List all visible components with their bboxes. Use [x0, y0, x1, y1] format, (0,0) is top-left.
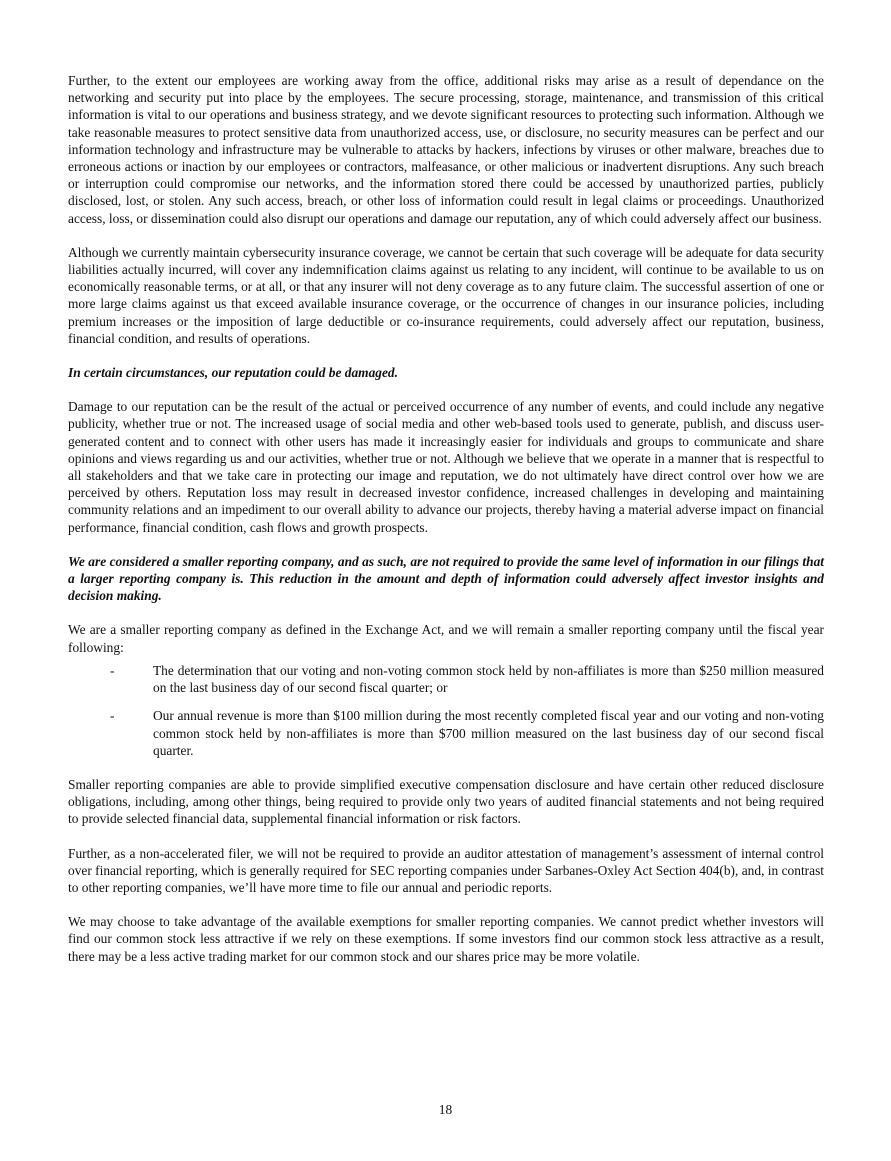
- heading-smaller-reporting-company: We are considered a smaller reporting company, and as such, are not required to provide the same level of information in our filings that a larger reporting company is. This reduction in the amount and depth of information could adversely affect investor insights and decision making.: [68, 553, 824, 604]
- bullet-text-stock-threshold: The determination that our voting and non-voting common stock held by non-affiliates is more than $250 million measured on the last business day of our second fiscal quarter; or: [153, 662, 824, 696]
- paragraph-reputation-damage: Damage to our reputation can be the result of the actual or perceived occurrence of any number of events, and could include any negative publicity, whether true or not. The increased usage of social media and other web-based tools used to generate, publish, and discuss user-generated content and to connect with other users has made it increasingly easier for individuals and groups to communicate and share opinions and views regarding us and our activities, whether true or not. Although we believe that we operate in a manner that is respectful to all stakeholders and that we take care in protecting our image and reputation, we do not ultimately have direct control over how we are perceived by others. Reputation loss may result in decreased investor confidence, increased challenges in developing and maintaining community relations and an impediment to our overall ability to advance our projects, thereby having a material adverse impact on financial performance, financial condition, cash flows and growth prospects.: [68, 399, 824, 535]
- bullet-text-revenue-threshold: Our annual revenue is more than $100 million during the most recently completed fiscal year and our voting and non-voting common stock held by non-affiliates is more than $700 million measured on the last business day of our second fiscal quarter.: [153, 708, 824, 758]
- bullet-marker: -: [110, 662, 115, 678]
- paragraph-non-accelerated-filer: Further, as a non-accelerated filer, we will not be required to provide an auditor attestation of management’s assessment of internal control over financial reporting, which is generally required for SEC reporting companies under Sarbanes-Oxley Act Section 404(b), and, in contrast to other reporting companies, we’ll have more time to file our annual and periodic reports.: [68, 845, 824, 895]
- paragraph-data-security-risks: Further, to the extent our employees are working away from the office, additional risks may arise as a result of dependance on the networking and security put into place by the employees. The secure processing, storage, maintenance, and transmission of this critical information is vital to our operations and business strategy, and we devote significant resources to protecting such information. Although we take reasonable measures to protect sensitive data from unauthorized access, use, or disclosure, no security measures can be perfect and our information technology and infrastructure may be vulnerable to attacks by hackers, infections by viruses or other malware, breaches due to erroneous actions or inaction by our employees or contractors, malfeasance, or other malicious or inadvertent disruptions. Any such breach or interruption could compromise our networks, and the information stored there could be accessed by unauthorized parties, publicly disclosed, lost, or stolen. Any such access, breach, or other loss of information could result in legal claims or proceedings. Unauthorized access, loss, or dissemination could also disrupt our operations and damage our reputation, any of which could adversely affect our business.: [68, 73, 824, 226]
- bullet-list-thresholds: [68, 662, 824, 759]
- heading-reputation-risk: In certain circumstances, our reputation could be damaged.: [68, 365, 398, 381]
- paragraph-reduced-disclosure: Smaller reporting companies are able to provide simplified executive compensation disclosure and have certain other reduced disclosure obligations, including, among other things, being required to provide only two years of audited financial statements and not being required to provide selected financial data, supplemental financial information or risk factors.: [68, 776, 824, 827]
- paragraph-cybersecurity-insurance: Although we currently maintain cybersecurity insurance coverage, we cannot be certain that such coverage will be adequate for data security liabilities actually incurred, will cover any indemnification claims against us relating to any incident, will continue to be available to us on economically reasonable terms, or at all, or that any insurer will not deny coverage as to any future claim. The successful assertion of one or more large claims against us that exceed available insurance coverage, or the occurrence of changes in our insurance policies, including premium increases or the imposition of large deductible or co-insurance requirements, could adversely affect our reputation, business, financial condition, and results of operations.: [68, 244, 824, 346]
- list-item: [68, 707, 824, 759]
- paragraph-smaller-reporting-definition: We are a smaller reporting company as defined in the Exchange Act, and we will remain a smaller reporting company until the fiscal year following:: [68, 622, 824, 655]
- document-page-content: [68, 72, 824, 982]
- paragraph-exemptions: We may choose to take advantage of the available exemptions for smaller reporting companies. We cannot predict whether investors will find our common stock less attractive if we rely on these exemptions. If some investors find our common stock less attractive as a result, there may be a less active trading market for our common stock and our shares price may be more volatile.: [68, 914, 824, 964]
- list-item: [68, 662, 824, 696]
- bullet-marker: -: [110, 708, 115, 724]
- page-number: 18: [438, 1102, 453, 1117]
